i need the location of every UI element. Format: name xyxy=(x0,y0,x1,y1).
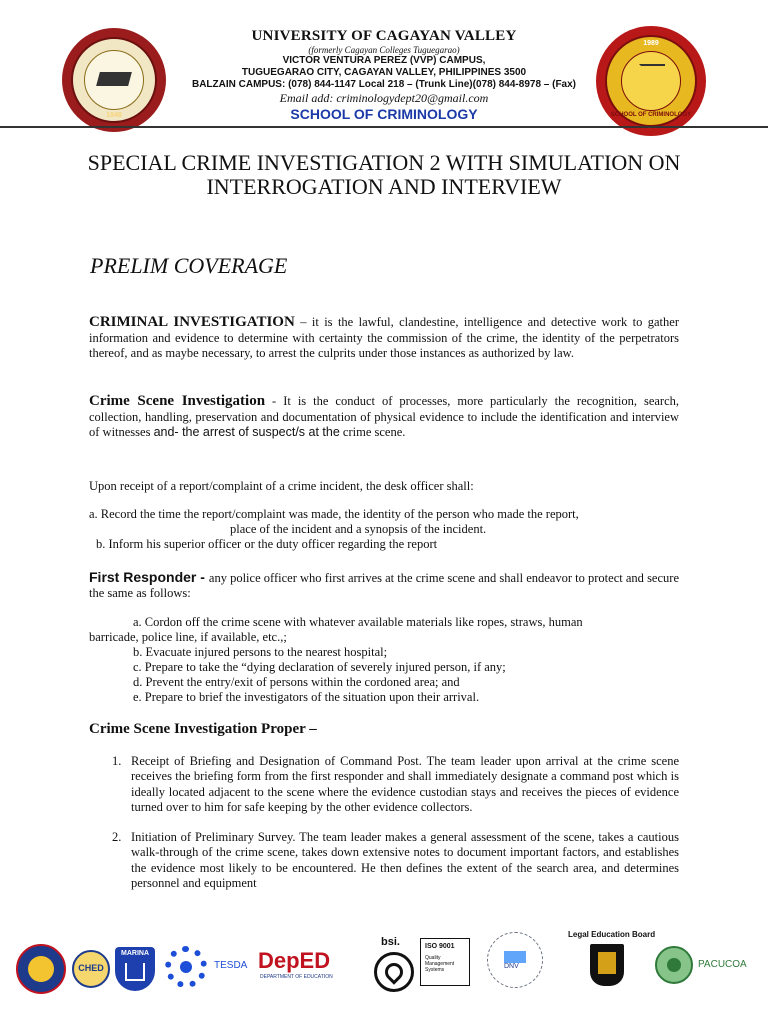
dnv-bar-icon xyxy=(504,951,526,963)
seal-year: 1989 xyxy=(643,40,659,47)
list-item-text: Initiation of Preliminary Survey. The team leader makes a general assessment of the scene, takes a cautious walk-through of the crime scene, takes down extensive notes to document important factors, and establishes the evidence most likely to be encountered. He then defines the extent of the search area, and determines personnel and equipment xyxy=(131,830,679,890)
desk-duty-a-line1: a. Record the time the report/complaint was made, the identity of the person who made the report, xyxy=(89,507,579,521)
list-item xyxy=(89,830,679,891)
school-name: SCHOOL OF CRIMINOLOGY xyxy=(290,106,478,122)
crime-scene-investigation-definition: - It is the conduct of processes, more particularly the recognition, search, collection, handling, preservation and documentation of physical evidence to include the identification and interview of witnesses xyxy=(89,394,680,439)
dnv-certification-logo xyxy=(487,932,543,988)
iso-certification-box xyxy=(420,938,470,986)
bsi-kitemark-logo xyxy=(374,952,414,992)
first-responder-term: First Responder xyxy=(89,569,197,585)
balzain-contact: BALZAIN CAMPUS: (078) 844-1147 Local 218 – (Trunk Line)(078) 844-8978 – (Fax) xyxy=(191,79,577,90)
accreditation-footer xyxy=(0,922,768,1024)
desk-duty-b: b. Inform his superior officer or the duty officer regarding the report xyxy=(96,537,438,551)
first-responder-item-b: b. Evacuate injured persons to the nearest hospital; xyxy=(133,645,388,659)
shield-icon xyxy=(598,952,616,974)
first-responder-paragraph xyxy=(89,569,679,600)
heart-icon xyxy=(381,959,406,984)
first-responder-item-e: e. Prepare to brief the investigators of the situation upon their arrival. xyxy=(133,690,480,704)
first-responder-item-c: c. Prepare to take the “dying declaration of severely injured person, if any; xyxy=(133,660,506,674)
criminal-investigation-definition: – it is the lawful, clandestine, intelligence and detective work to gather information and evidence to determine with certainty the commission of the crime, the identity of the perpetrators thereof, and as maybe necessary, to arrest the culprits under those instances as authorized by law. xyxy=(89,315,679,360)
list-item-number: 1. xyxy=(112,754,122,768)
header-divider xyxy=(0,126,768,128)
seal-text: SCHOOL OF CRIMINOLOGY xyxy=(610,112,692,118)
list-item-text: Receipt of Briefing and Designation of Command Post. The team leader upon arrival at the crime scene receives the briefing form from the first responder and shall immediately designate a command post which is ideally located adjacent to the scene where the evidence custodian stays and receives the pieces of evidence turned over to him for safe keeping by the other evidence collectors. xyxy=(131,754,679,814)
first-responder-item-d: d. Prevent the entry/exit of persons within the cordoned area; and xyxy=(133,675,460,689)
document-title: SPECIAL CRIME INVESTIGATION 2 WITH SIMULATION ON INTERROGATION AND INTERVIEW xyxy=(87,150,681,199)
dnv-label: DNV xyxy=(504,963,519,970)
first-responder-definition: any police officer who first arrives at the crime scene and shall endeavor to protect and secure the same as follows: xyxy=(89,571,679,600)
email-address: Email add: criminologydept20@gmail.com xyxy=(279,91,489,105)
csi-proper-heading: Crime Scene Investigation Proper – xyxy=(89,721,317,737)
campus-name: VICTOR VENTURA PEREZ (VVP) CAMPUS, xyxy=(282,55,486,66)
marina-label: MARINA xyxy=(121,950,149,957)
pacucoa-label: PACUCOA xyxy=(698,959,747,970)
crime-scene-investigation-term: Crime Scene Investigation xyxy=(89,393,266,409)
sun-icon xyxy=(28,956,54,982)
iso-label: ISO 9001 xyxy=(425,943,455,950)
deped-logo: DepED xyxy=(258,948,331,973)
legal-education-board-logo xyxy=(590,944,624,986)
crime-scene-investigation-paragraph xyxy=(89,393,679,439)
crime-scene-investigation-end: crime scene. xyxy=(339,424,406,439)
deped-sublabel: DEPARTMENT OF EDUCATION xyxy=(260,974,333,980)
seal-year: 1948 xyxy=(106,112,122,119)
crime-scene-investigation-arrest: and- the arrest of suspect/s at the xyxy=(153,424,340,439)
upon-receipt-text: Upon receipt of a report/complaint of a crime incident, the desk officer shall: xyxy=(89,479,474,493)
desk-duty-a-line2: place of the incident and a synopsis of the incident. xyxy=(230,522,487,536)
pacucoa-emblem-icon xyxy=(667,958,681,972)
bsi-label: bsi. xyxy=(381,936,400,948)
coverage-heading: PRELIM COVERAGE xyxy=(90,253,288,278)
first-responder-item-a-line1: a. Cordon off the crime scene with whatever available materials like ropes, straws, human xyxy=(133,615,583,629)
tesda-label: TESDA xyxy=(214,960,248,971)
campus-address: TUGUEGARAO CITY, CAGAYAN VALLEY, PHILIPPINES 3500 xyxy=(241,67,527,78)
university-former-name: (formerly Cagayan Colleges Tuguegarao) xyxy=(308,45,460,55)
criminal-investigation-paragraph xyxy=(89,314,679,360)
list-item xyxy=(89,754,679,815)
philippine-seal-logo xyxy=(16,944,66,994)
anchor-icon xyxy=(125,963,145,981)
csi-proper-list xyxy=(89,754,679,906)
marina-logo xyxy=(115,947,155,991)
pacucoa-logo xyxy=(655,946,693,984)
ched-logo xyxy=(72,950,110,988)
list-item-number: 2. xyxy=(112,830,122,844)
first-responder-dash: - xyxy=(196,569,209,585)
gear-icon xyxy=(180,961,192,973)
tesda-gear-logo xyxy=(165,946,207,988)
first-responder-item-a-line2: barricade, police line, if available, etc.,; xyxy=(89,630,287,644)
legal-education-board-label: Legal Education Board xyxy=(568,930,656,939)
university-name: UNIVERSITY OF CAGAYAN VALLEY xyxy=(251,28,517,44)
criminal-investigation-term: CRIMINAL INVESTIGATION xyxy=(89,314,295,330)
ched-label: CHED xyxy=(78,963,104,973)
iso-sublabel: Quality Management Systems xyxy=(425,955,455,973)
